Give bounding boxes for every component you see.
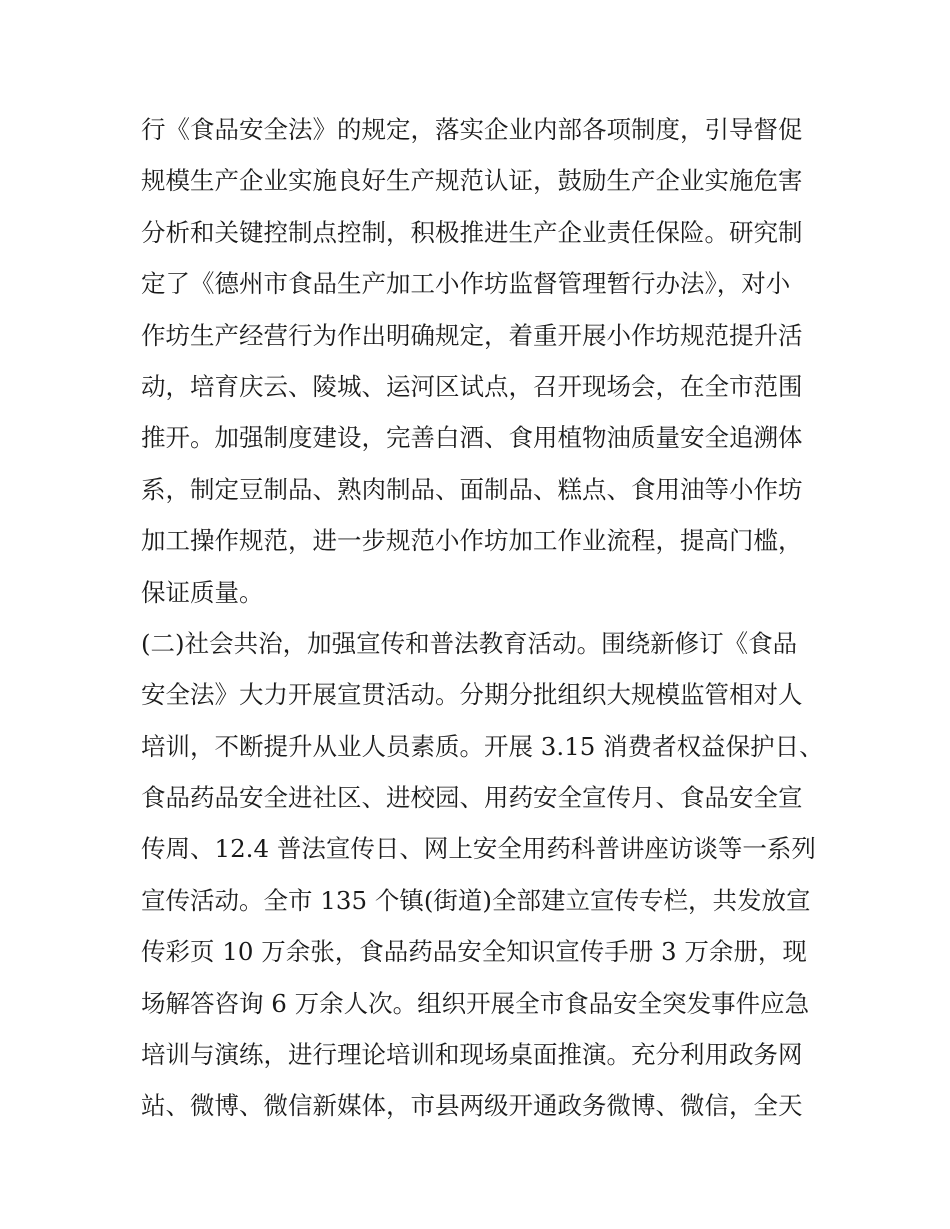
text-line-14: 食品药品安全进社区、进校园、用药安全宣传月、食品安全宣 [141, 783, 803, 813]
text-line-13: 培训，不断提升从业人员素质。开展 3.15 消费者权益保护日、 [141, 731, 824, 761]
text-line-20: 站、微博、微信新媒体，市县两级开通政务微博、微信，全天 [141, 1091, 803, 1121]
text-line-9: 加工操作规范，进一步规范小作坊加工作业流程，提高门槛， [141, 526, 803, 556]
text-line-17: 传彩页 10 万余张，食品药品安全知识宣传手册 3 万余册，现 [141, 937, 807, 967]
text-line-2: 规模生产企业实施良好生产规范认证，鼓励生产企业实施危害 [141, 166, 803, 196]
text-line-10: 保证质量。 [141, 577, 264, 607]
text-line-16: 宣传活动。全市 135 个镇(街道)全部建立宣传专栏，共发放宣 [141, 885, 811, 915]
text-line-3: 分析和关键控制点控制，积极推进生产企业责任保险。研究制 [141, 217, 803, 247]
text-line-5: 作坊生产经营行为作出明确规定，着重开展小作坊规范提升活 [141, 320, 803, 350]
text-line-8: 系，制定豆制品、熟肉制品、面制品、糕点、食用油等小作坊 [141, 474, 803, 504]
text-line-7: 推开。加强制度建设，完善白酒、食用植物油质量安全追溯体 [141, 423, 803, 453]
text-line-15: 传周、12.4 普法宣传日、网上安全用药科普讲座访谈等一系列 [141, 834, 816, 864]
text-line-19: 培训与演练，进行理论培训和现场桌面推演。充分利用政务网 [141, 1040, 803, 1070]
text-line-4: 定了《德州市食品生产加工小作坊监督管理暂行办法》，对小 [141, 269, 791, 299]
text-line-11: (二)社会共治，加强宣传和普法教育活动。围绕新修订《食品 [141, 628, 798, 658]
text-line-12: 安全法》大力开展宣贯活动。分期分批组织大规模监管相对人 [141, 680, 803, 710]
text-line-1: 行《食品安全法》的规定，落实企业内部各项制度，引导督促 [141, 115, 803, 144]
text-line-6: 动，培育庆云、陵城、运河区试点，召开现场会，在全市范围 [141, 371, 803, 401]
body-text [141, 104, 824, 1132]
text-line-18: 场解答咨询 6 万余人次。组织开展全市食品安全突发事件应急 [141, 988, 810, 1018]
